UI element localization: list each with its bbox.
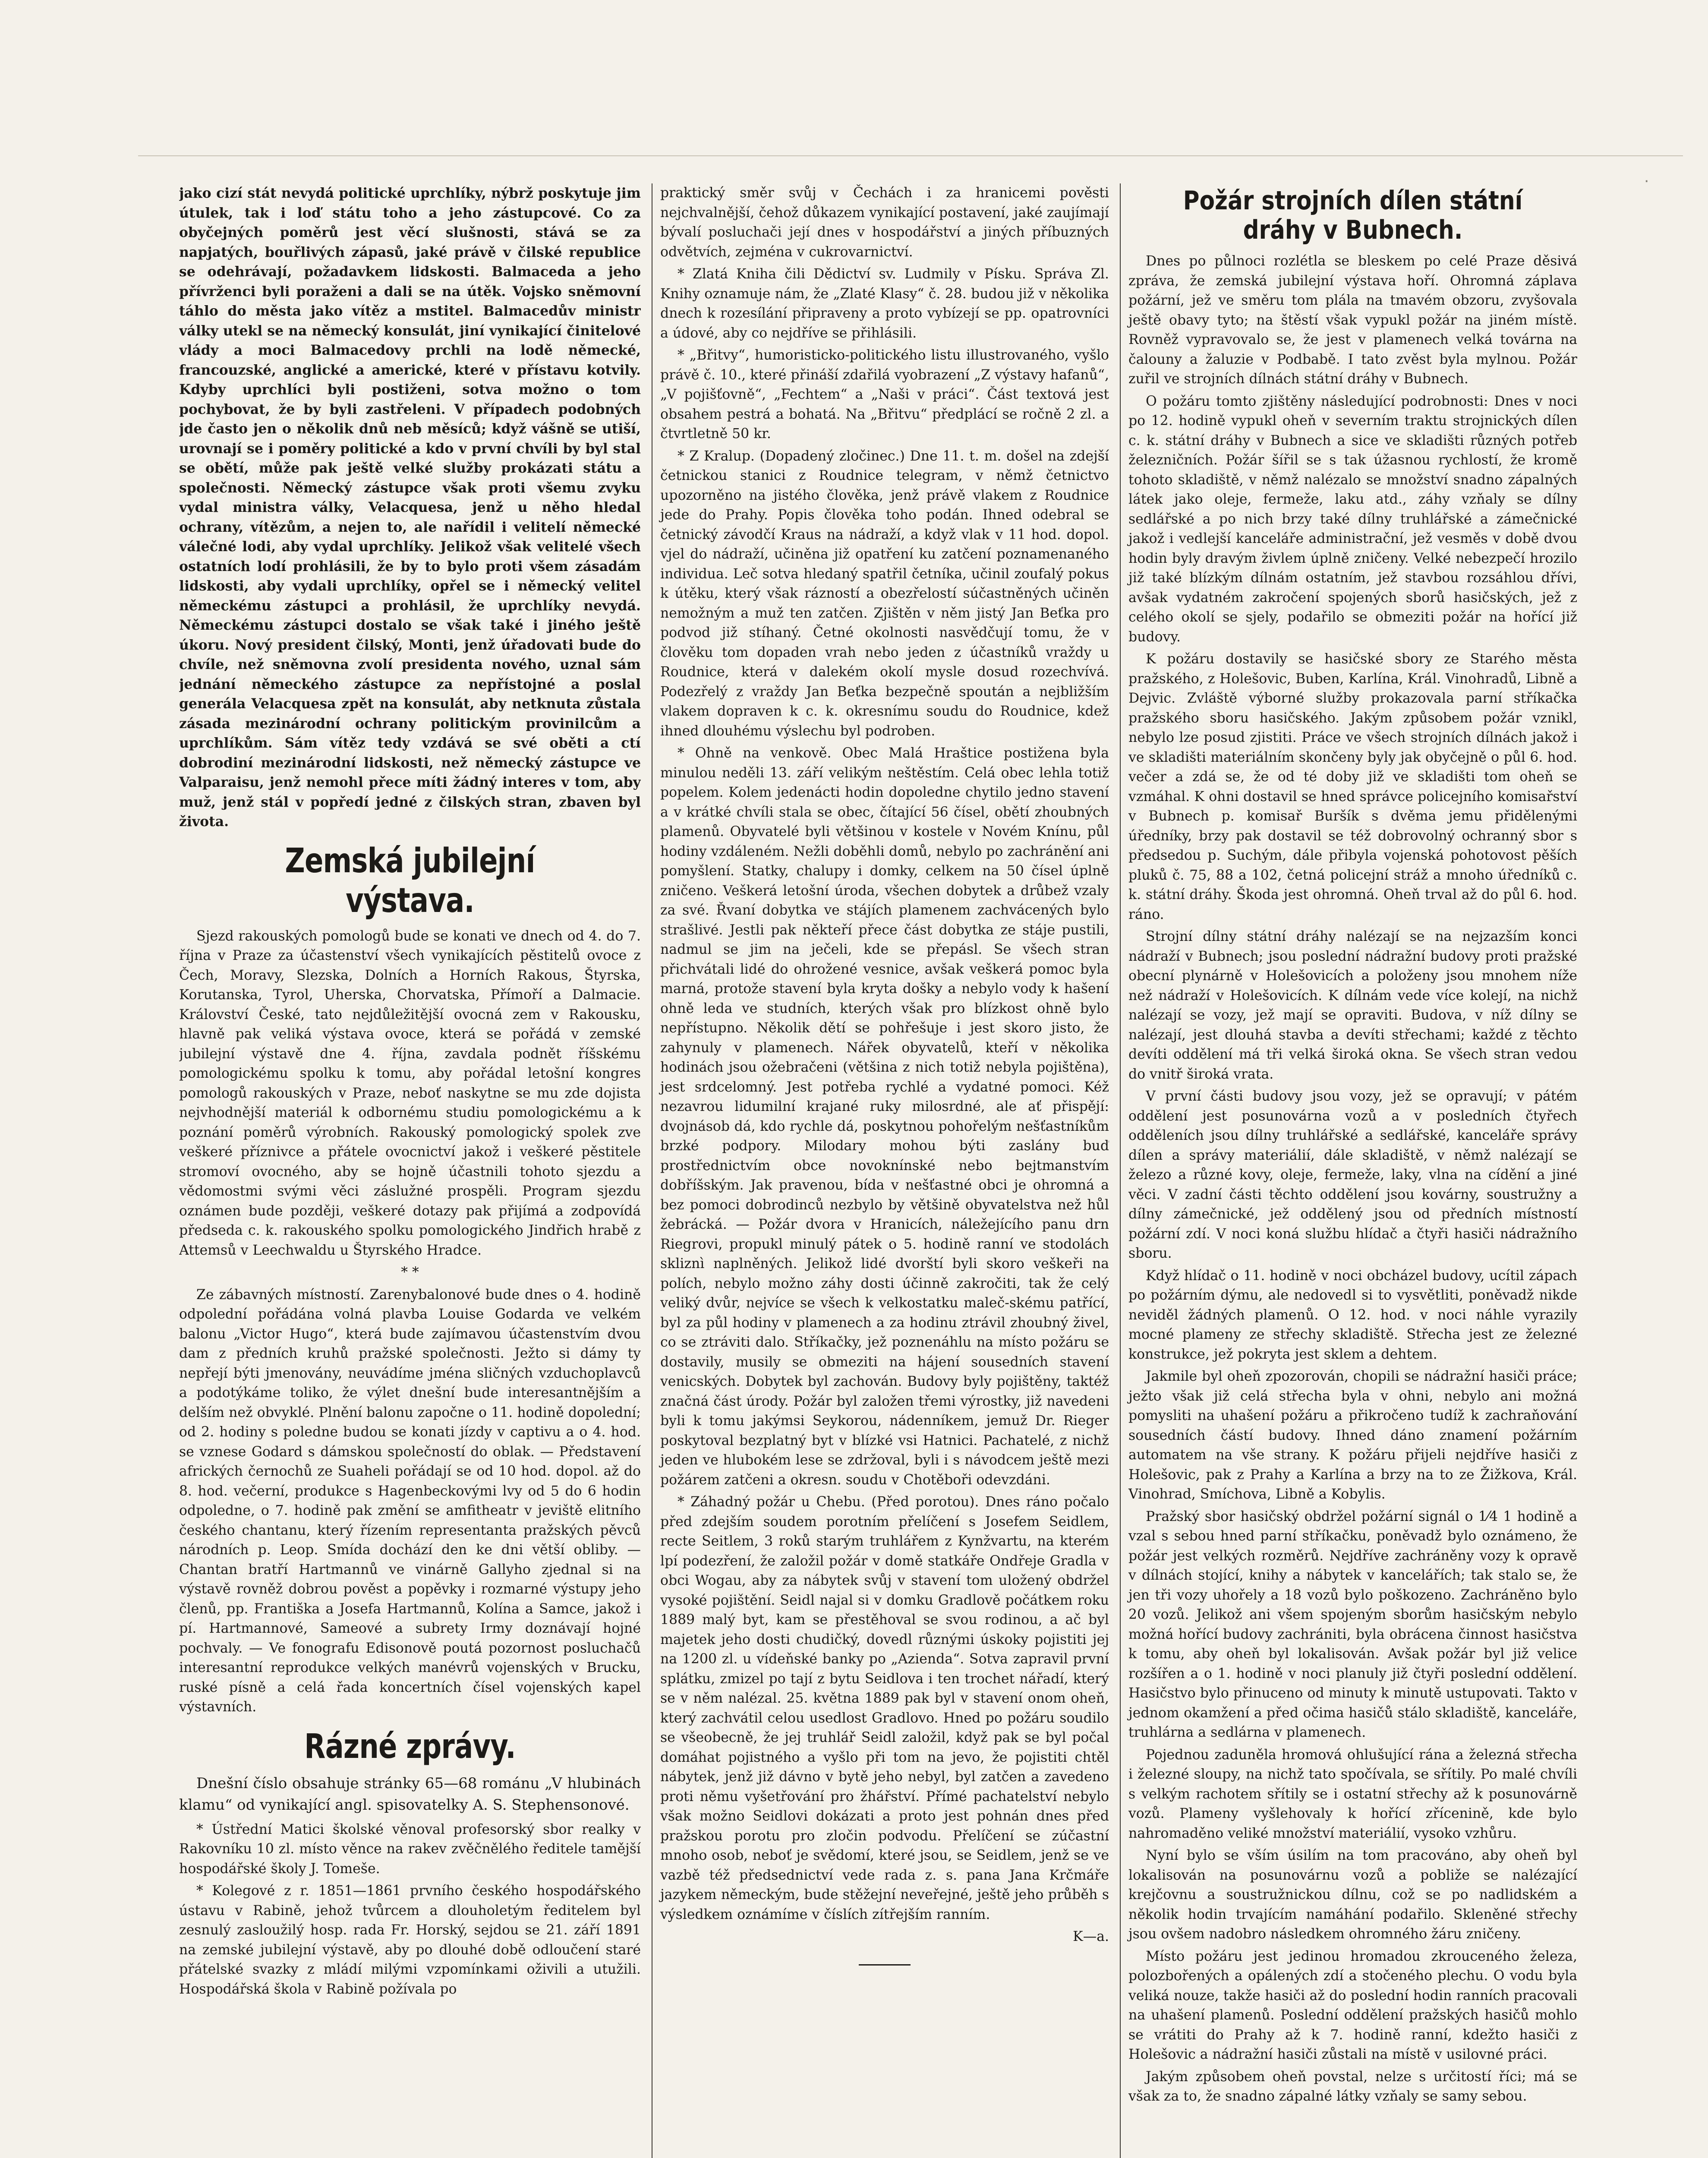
- feature-headline: Požár strojních dílen státní dráhy v Bubnech.: [1183, 186, 1523, 245]
- article-paragraph: Místo požáru jest jedinou hromadou zkrouceného železa, polozbořených a opálených zdí a stočeného plechu. O vodu byla veliká nouze, takže hasiči až do poslední hodin ranních pracovali na uhašení plamenů. Poslední oddělení pražských hasičů mohlo se vrátiti do Prahy až k 7. hodině ranní, kdežto hasiči z Holešovic a nádražní hasiči zůstali na místě v usilovné práci.: [1128, 1948, 1577, 2062]
- news-item: * „Břitvy“, humoristicko-politického listu illustrovaného, vyšlo právě č. 10., které přináší zdařilá vyobrazení „Z výstavy hafanů“, „V pojišťovně“, „Fechtem“ a „Naši v práci“. Část textová jest obsahem pestrá a bohatá. Na „Břitvu“ předplácí se ročně 2 zl. a čtvrtletně 50 kr.: [660, 347, 1109, 442]
- notice-lead: Dnešní číslo obsahuje stránky 65—68 románu „V hlubinách klamu“ od vynikající angl. spisovatelky A. S. Stephensonové.: [179, 1774, 641, 1814]
- article-paragraph: V první části budovy jsou vozy, jež se opravují; v pátém oddělení jest posunovárna vozů a v posledních čtyřech odděleních jsou dílny truhlářské a sedlářské, kanceláře správy dílen a správy materiálií, dále skladiště, v němž nalézají se železo a různé kovy, oleje, fermeže, laky, vlna na cídění a jiné věci. V zadní části těchto oddělení jsou kovárny, soustružny a dílny zámečnické, jež oddělený jsou od předních místností požární zdí. V noci koná službu hlídač a čtyři hasiči nádražního sboru.: [1128, 1088, 1577, 1261]
- news-item: * Kolegové z r. 1851—1861 prvního českého hospodářského ústavu v Rabině, jehož tvůrcem a dlouholetým ředitelem byl zesnulý zasloužilý hosp. rada Fr. Horský, sejdou se 21. září 1891 na zemské jubilejní výstavě, aby po dlouhé době odloučení staré přátelské svazky z mládí milými vzpomínkami oživili a utužili. Hospodářská škola v Rabině požívala po: [179, 1883, 641, 1997]
- article-paragraph: Pražský sbor hasičský obdržel požární signál o 1⁄4 1 hodině a vzal s sebou hned parní stříkačku, poněvadž bylo oznámeno, že požár jest velkých rozměrů. Nejdříve zachráněny vozy k opravě v dílnách stojící, knihy a nábytek v kancelářích; tak stalo se, že jen tři vozy uhořely a 18 vozů bylo poškozeno. Zachráněno bylo 20 vozů. Jelikož ani všem spojeným sborům hasičským nebylo možná hořící budovy zachrániti, byla obrácena činnost hasičstva k tomu, aby oheň byl lokalisován. Avšak požár byl již velice rozšířen a o 1. hodině v noci planuly již čtyři poslední oddělení. Hasičstvo bylo přinuceno od minuty k minutě ustupovati. Takto v jednom okamžení a před očima hasičů stálo skladiště, kanceláře, truhlárna a sedlárna v plamenech.: [1128, 1508, 1577, 1740]
- news-item: * Ohně na venkově. Obec Malá Hraštice postižena byla minulou neděli 13. září velikým neštěstím. Celá obec lehla totiž popelem. Kolem jedenácti hodin dopoledne chytilo jedno stavení a v krátké chvíli stala se obec, čítající 56 čísel, obětí zhoubných plamenů. Obyvatelé byli většinou v kostele v Novém Knínu, půl hodiny vzdáleném. Nežli doběhli domů, nebylo po zachránění ani pomyšlení. Statky, chalupy i domky, celkem na 50 čísel úplně zničeno. Veškerá letošní úroda, všechen dobytek a drůbež vzaly za své. Řvaní dobytka ve stájích plamenem zachvácených bylo strašlivé. Jestli pak někteří přece část dobytka ze stáje pustili, nadmul se jim na ječeli, kde se přepásl. Se všech stran přichvátali lidé do ohrožené vesnice, avšak veškerá pomoc byla marná, protože stavení byla kryta došky a nebylo vody k hašení ohně leda ve studních, kterých však pro blízkost ohně bylo nepřístupno. Několik dětí se pohřešuje i jest skoro jisto, že zahynuly v plamenech. Nářek obyvatelů, kteří v několika hodinách jsou ožebračeni (většina z nich totiž nebyla pojištěna), jest srdcelomný. Jest potřeba rychlé a vydatné pomoci. Kéž nezavrou lidumilní krajané ruky milosrdné, ale ať přispějí: dvojnásob dá, kdo rychle dá, poskytnou pohořelým nešťastníkům brzké podpory. Milodary mohou býti zaslány buď prostřednictvím obce novoknínské nebo bejtmanstvím dobříšským. Jak pravenou, bída v nešťastné obci je ohromná a bez pomoci dobrodinců nezbylo by většině obyvatelstva než hůl žebrácká. — Požár dvora v Hranicích, náležejícího panu drn Riegrovi, propukl minulý pátek o 5. hodině ranní ve stodolách skliznì naplněných. Jelikož lidé dvorští byli skoro veškeři na polích, nebylo možno záhy dosti účinně zakročiti, tak že celý veliký dvůr, nejvíce se všech k velkostatku maleč-skému patřící, byl za půl hodiny v plamenech a za hodinu ztrávil zhoubný živel, co se ztráviti dalo. Stříkačky, jež poznenáhlu na místo požáru se dostavily, musily se obmeziti na hájení sousedních stavení venicských. Dobytek byl zachován. Budovy byly pojištěny, taktéž značná část úrody. Požár byl založen třemi výrostky, již navedeni byli k tomu jakýmsi Seykorou, nádenníkem, jemuž Dr. Rieger poskytoval bezplatný byt v blízké vsi Hatnici. Pachatelé, z nichž jeden ve hlubokém lese se zdržoval, byli i s návodcem ještě mezi požárem zatčeni a okresn. soudu v Chotěboři odevzdáni.: [660, 745, 1109, 1488]
- section-heading-razne: Rázné zprávy.: [304, 1727, 516, 1766]
- article-paragraph: O požáru tomto zjištěny následující podrobnosti: Dnes v noci po 12. hodině vypukl oheň v severním traktu strojnických dílen c. k. státní dráhy v Bubnech a sice ve skladišti různých potřeb železničních. Požár šířil se s tak úžasnou rychlostí, že kromě tohoto skladiště, v němž nalézalo se množství snadno zápalných látek jako oleje, fermeže, laku atd., záhy vzňaly se dílny sedlářské a po nich brzy také dílny truhlářské a zámečnické jakož i vedlejší kanceláře administrační, jež vesměs v době dvou hodin byly dravým živlem úplně zničeny. Velké nebezpečí hrozilo již také blízkým dílnám ostatním, jež stavbou rozsáhlou dřívi, avšak vydatném zakročení spojených sborů hasičských, jež z celého okolí se sjely, podařilo se obmeziti požár na hořící již budovy.: [1128, 393, 1577, 645]
- news-item: * Záhadný požár u Chebu. (Před porotou). Dnes ráno počalo před zdejším soudem porotním přelíčení s Josefem Seidlem, recte Seitlem, 3 roků starým truhlářem z Kynžvartu, na kterém lpí podezření, že založil požár v domě statkáře Ondřeje Gradla v obci Wogau, aby za nábytek svůj v stavení tom uložený obdržel vysoké pojištění. Seidl najal si v domku Gradlově počátkem roku 1889 malý byt, kam se přestěhoval se svou rodinou, a ač byl majetek jeho dosti chudičký, dovedl různými úskoky pojistiti jej na 1200 zl. u vídeňské banky po „Azienda“. Sotva zapravil první splátku, zmizel po tají z bytu Seidlova i ten trochet nářadí, který se v něm nalézal. 25. května 1889 pak byl v stavení onom oheň, který zachvátil celou usedlost Gradlovo. Hned po požáru soudilo se všeobecně, že jej truhlář Seidl založil, když pak se byl počal domáhat pojistného a vyšlo při tom na jevo, že pojistiti chtěl nábytek, jenž již dávno v bytě jeho nebyl, byl zatčen a zavedeno proti němu vyšetřování pro žhářství. Přímé pachatelství nebylo však možno Seidlovi dokázati a proto jest pohnán dnes před pražskou porotu pro zločin podvodu. Přelíčení se zúčastní mnoho osob, neboť je svědomí, které jsou, se Seidlem, jenž se ve vazbě též předsednictví vede rada z. s. pana Jana Krčmáře jazykem německým, bude stěžejní neveřejné, ještě jeho průběh s výsledkem oznámíme v číslích zítřejším ranním.: [660, 1494, 1109, 1922]
- article-paragraph: jako cizí stát nevydá politické uprchlíky, nýbrž poskytuje jim útulek, tak i loď státu toho a jeho zástupcové. Co za obyčejných poměrů jest věcí slušnosti, stává se za napjatých, bouřlivých zápasů, jaké právě v čilské republice se odehrávají, požadavkem lidskosti. Balmaceda a jeho přívrženci byli poraženi a dali se na útěk. Vojsko sněmovní táhlo do města jako vítěz a mstitel. Balmacedův ministr války utekl se na německý konsulát, jiní vynikající činitelové vlády a moci Balmacedovy prchli na lodě německé, francouzské, anglické a americké, které v přístavu kotvily. Kdyby uprchlíci byli postiženi, sotva možno o tom pochybovat, že by byli zastřeleni. V případech podobných jde často jen o několik dnů neb měsíců; když vášně se utiší, urovnají se i poměry politické a kdo v první chvíli by byl stal se obětí, může pak ještě velké služby prokázati státu a společnosti. Německý zástupce však proti všemu zvyku vydal ministra války, Velacquesa, jenž u něho hledal ochrany, vítězům, a nejen to, ale nařídil i velitelí německé válečné lodi, aby vydal uprchlíky. Jelikož však velitelé všech ostatních lodí prohlásili, že by to bylo proti všem zásadám lidskosti, aby vydali uprchlíky, opřel se i německý velitel německému zástupci a prohlásil, že uprchlíky nevydá. Německému zástupci dostalo se však také i jiného ještě úkoru. Nový president čilský, Monti, jenž úřadovati bude do chvíle, než sněmovna zvolí presidenta nového, uznal sám jednání německého zástupce za nepřístojné a poslal generála Velacquesa zpět na konsulát, aby netknuta zůstala zásada mezinárodní ochrany politickým provinilcům a uprchlíkům. Sám vítěz tedy vzdává se své oběti a ctí dobrodiní mezinárodní lidskosti, než německý zástupce ve Valparaisu, jenž nemohl přece míti žádný interes v tom, aby muž, jenž stál v popředí jedné z čilských stran, zbaven byl života.: [179, 185, 641, 830]
- article-paragraph: Sjezd rakouských pomologů bude se konati ve dnech od 4. do 7. října v Praze za účastenství všech vynikajících pěstitelů ovoce z Čech, Moravy, Slezska, Dolních a Horních Rakous, Štyrska, Korutanska, Tyrol, Uherska, Chorvatska, Přímoří a Dalmacie. Království České, tato nejdůležitější ovocná zem v Rakousku, hlavně pak veliká výstava ovoce, která se pořádá v zemské jubilejní výstavě dne 4. října, zavdala podnět říšskému pomologickému spolku k tomu, aby pořádal letošní kongres pomologů rakouských v Praze, neboť naskytne se mu zde dojista nejvhodnější materiál k odbornému studiu pomologickému a k poznání poměrů výrobních. Rakouský pomologický spolek zve veškeré příznivce a přátele ovocnictví jakož i veškeré pěstitele stromoví ovocného, aby se hojně účastnili tohoto sjezdu a vědomostmi svými věci záslužné prospěli. Program sjezdu oznámen bude později, veškeré dotazy pak přijímá a zodpovídá předseda c. k. rakouského spolku pomologického Jindřich hrabě z Attemsů v Leechwaldu u Štyrského Hradce.: [179, 928, 641, 1258]
- author-signature: K—a.: [1073, 1929, 1109, 1944]
- margin-mark: ·: [1644, 173, 1649, 190]
- column-1: [179, 183, 641, 2158]
- article-paragraph: Pojednou zaduněla hromová ohlušující rána a železná střecha i železné sloupy, na nichž tato spočívala, se sřítily. Po malé chvíli s velkým rachotem sřítily se i ostatní střechy až k posunovárně vozů. Plameny vyšlehovaly k hořící zřícenině, kde bylo nahromaděno veliké množství materiálií, vysoko vzhůru.: [1128, 1747, 1577, 1841]
- article-paragraph: Jakmile byl oheň zpozorován, chopili se nádražní hasiči práce; ježto však již celá střecha byla v ohni, nebylo ani možná pomysliti na uhašení požáru a přikročeno tudíž k zachraňování sousedních částí budovy. Ihned dáno znamení požárním automatem na vše strany. K požáru přijeli nejdříve hasiči z Holešovic, pak z Prahy a Karlína a brzy na to ze Žižkova, Král. Vinohrad, Smíchova, Libně a Kobylis.: [1128, 1369, 1577, 1502]
- article-paragraph: Ze zábavných místností. Zarenybalonové bude dnes o 4. hodině odpolední pořádána volná plavba Louise Godarda ve velkém balonu „Victor Hugo“, která bude zajímavou účastenstvím dvou dam z předních kruhů pražské společnosti. Ježto si dámy ty nepřejí býti jmenovány, neuvádíme jména sličných vzduchoplavců a podotýkáme toliko, že výlet dnešní bude interesantnějším a delším než obvyklé. Plnění balonu započne o 11. hodině dopolední; od 2. hodiny s poledne budou se konati jízdy v captivu a o 4. hod. se vznese Godard s dámskou společností do oblak. — Představení afrických černochů ze Suaheli pořádají se od 10 hod. dopol. až do 8. hod. večerní, produkce s Hagenbeckovými lvy od 5 do 6 hodin odpoledne, o 7. hodině pak změní se amfitheatr v jeviště elitního českého chantanu, který řízením representanta pražských pěvců národních p. Leop. Smída dochází den ke dni větší obliby. — Chantan bratří Hartmannů ve vinárně Gallyho zjednal si na výstavě rovněž dobrou pověst a popěvky i rozmarné výstupy jeho členů, pp. Františka a Josefa Hartmannů, Kolína a Samce, jakož i pí. Hartmannové, Sameové a subrety Irmy doznávají hojné pochvaly. — Ve fonografu Edisonově poutá pozornost posluchačů interesantní reprodukce velkých manévrů vojenských v Brucku, ruské písně a celá řada koncertních čísel vojenských kapel výstavních.: [179, 1287, 641, 1715]
- article-paragraph: Dnes po půlnoci rozlétla se bleskem po celé Praze děsivá zpráva, že zemská jubilejní výstava hoří. Ohromná záplava požární, jež ve směru tom plála na tmavém obzoru, zvyšovala ještě obavy tyto; na štěstí však vypukl požár na jiném místě. Rovněž vypravovalo se, že jest v plamenech velká továrna na čalouny a žaluzie v Podbabě. I tato zvěst byla mylnou. Požár zuřil ve strojních dílnách státní dráhy v Bubnech.: [1128, 253, 1577, 387]
- news-item: * Z Kralup. (Dopadený zločinec.) Dne 11. t. m. došel na zdejší četnickou stanici z Roudnice telegram, v němž četnictvo upozorněno na jistého člověka, jenž právě vlakem z Roudnice jede do Prahy. Popis člověka toho podán. Ihned odebral se četnický závodčí Kraus na nádraží, a když vlak v 11 hod. dopol. vjel do nádraží, učiněna již opatření ku zatčení poznamenaného individua. Leč sotva hledaný spatřil četníka, učinil zoufalý pokus k útěku, který však rázností a obezřelostí súčastněných učiněn nemožným a muž ten zatčen. Zjištěn v něm jistý Jan Beťka pro podvod již stíhaný. Četné okolnosti nasvědčují tomu, že v člověku tom dopaden vrah nebo jeden z účastníků vraždy u Roudnice, která v dalekém okolí mysle dosud rozechvívá. Podezřelý z vraždy Jan Beťka bezpečně spoután a nejbližším vlakem dopraven k c. k. okresnímu soudu do Roudnice, kdež ihned dlouhému výslechu byl podroben.: [660, 448, 1109, 739]
- news-item: praktický směr svůj v Čechách i za hranicemi pověsti nejchvalnější, čehož důkazem vynikající postavení, jaké zaujímají bývalí posluchači její dnes v hospodářství a jiných příbuzných odvětvích, zejména v cukrovarnictví.: [660, 185, 1109, 260]
- article-paragraph: K požáru dostavily se hasičské sbory ze Starého města pražského, z Holešovic, Buben, Karlína, Král. Vinohradů, Libně a Dejvic. Zvláště výborné služby prokazovala parní stříkačka pražského sboru hasičského. Jakým způsobem požár vznikl, nebylo lze posud zjistiti. Práce ve všech strojních dílnách jakož i ve skladišti materiálním skončeny byly jak obyčejně o půl 6. hod. večer a zdá se, že od té doby již ve skladišti tom oheň se vzmáhal. K ohni dostavil se hned správce policejního komisařství v Bubnech p. komisař Buršík s dvěma jemu přidělenými úředníky, brzy pak dostavil se též dobrovolný ochranný sbor s předsedou p. Suchým, dále přibyla vojenská pohotovost pěších pluků č. 75, 88 a 102, četná policejní stráž a mnoho úředníků c. k. státní dráhy. Škoda jest ohromná. Oheň trval až do půl 6. hod. ráno.: [1128, 651, 1577, 922]
- article-paragraph: Strojní dílny státní dráhy nalézají se na nejzazším konci nádraží v Bubnech; jsou poslední nádražní budovy proti pražské obecní plynárně v Holešovicích a položeny jsou mnohem níže než nádraží v Holešovicích. K dílnám vede více kolejí, na nichž nalézají se vozy, jež mají se opraviti. Budova, v níž dílny se nalézají, jest dlouhá stavba a devíti střechami; každé z těchto devíti oddělení má tři velká široká okna. Se všech stran vedou do vnitř široká vrata.: [1128, 929, 1577, 1082]
- closing-rule: [859, 1964, 911, 1966]
- column-2: [652, 183, 1109, 2158]
- news-item: * Ústřední Matici školské věnoval profesorský sbor realky v Rakovníku 10 zl. místo věnce na rakev zvěčnělého ředitele tamější hospodářské školy J. Tomeše.: [179, 1821, 641, 1877]
- article-paragraph: Nyní bylo se vším úsilím na tom pracováno, aby oheň byl lokalisován na posunovárnu vozů a pobliže se nalézající krejčovnu a soustružnickou dílnu, což se po nadlidském a několik hodin trvajícím namáhání podařilo. Skleněné střechy jsou ovšem nadobro následkem ohromného žáru zničeny.: [1128, 1848, 1577, 1942]
- section-heading-jubilejni: Zemská jubilejní výstava.: [285, 841, 535, 920]
- news-item: * Zlatá Kniha čili Dědictví sv. Ludmily v Písku. Správa Zl. Knihy oznamuje nám, že „Zlaté Klasy“ č. 28. budou již v několika dnech k rozesílání připraveny a proto vybízejí se pp. opatrovníci a údové, aby co nejdříve se přihlásili.: [660, 266, 1109, 341]
- article-paragraph: Jakým způsobem oheň povstal, nelze s určitostí říci; má se však za to, že snadno zápalné látky vzňaly se samy sebou.: [1128, 2069, 1577, 2104]
- text-columns: [179, 183, 1577, 2158]
- article-paragraph: Když hlídač o 11. hodině v noci obcházel budovy, ucítil zápach po požárním dýmu, ale nedovedl si to vysvětliti, poněvadž nikde neviděl žádných plamenů. O 12. hod. v noci náhle vyrazily mocné plameny ze střechy skladiště. Střecha jest ze železné konstrukce, jež pokryta jest sklem a dehtem.: [1128, 1268, 1577, 1362]
- separator-stars: * *: [401, 1265, 419, 1280]
- column-3: [1120, 183, 1577, 2158]
